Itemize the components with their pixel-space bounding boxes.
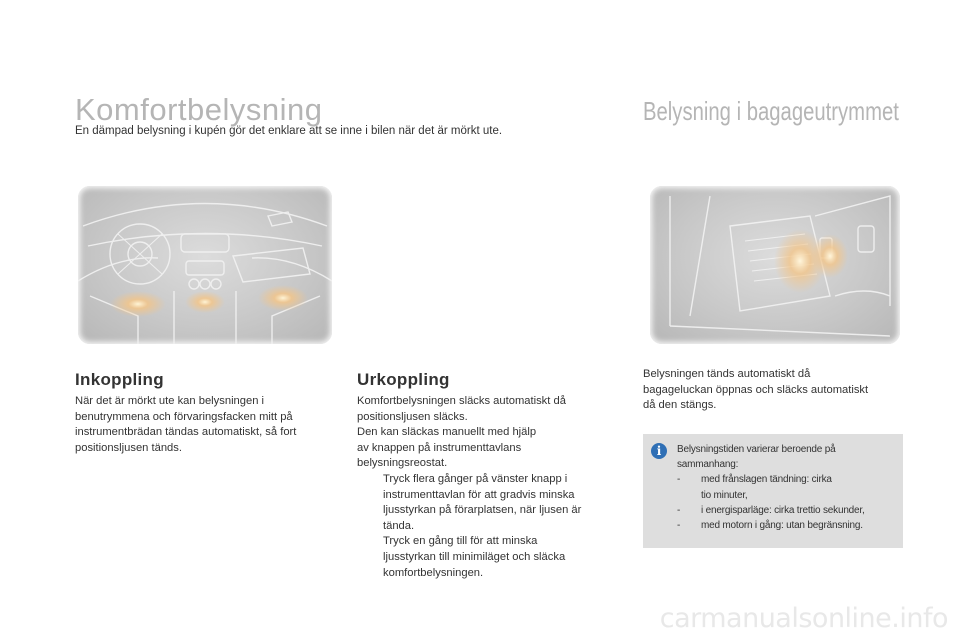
text-line: sammanhang:	[677, 459, 739, 471]
heading-urkoppling: Urkoppling	[357, 370, 450, 389]
dash-marker: -	[677, 474, 681, 486]
list-item	[677, 503, 899, 518]
info-box	[643, 434, 903, 548]
text-line: instrumenttavlan för att gradvis minska	[383, 488, 575, 501]
inkoppling-text	[75, 394, 335, 456]
intro-text: En dämpad belysning i kupén gör det enklare att se inne i bilen när det är mörkt ute.	[75, 125, 503, 137]
text-line: belysningsreostat.	[357, 457, 448, 470]
text-line: komfortbelysningen.	[383, 566, 484, 579]
text-line: Belysningstiden varierar beroende på	[677, 444, 836, 455]
list-item	[677, 518, 899, 533]
dashboard-illustration	[78, 186, 332, 344]
trunk-illustration	[650, 186, 900, 344]
text-line: bagageluckan öppnas och släcks automatiskt	[643, 383, 869, 396]
text-line: tända.	[383, 519, 415, 532]
heading-inkoppling: Inkoppling	[75, 370, 164, 389]
text-line: Komfortbelysningen släcks automatiskt då	[357, 395, 566, 407]
urkoppling-text	[357, 394, 622, 581]
list-item	[357, 472, 622, 534]
list-item	[677, 472, 899, 502]
bagage-text	[643, 367, 913, 414]
dash-marker: -	[677, 520, 681, 532]
watermark: carmanualsonline.info	[659, 603, 948, 634]
dash-marker: -	[677, 504, 681, 516]
text-line: då den stängs.	[643, 399, 717, 412]
text-line: med frånslagen tändning: cirka	[701, 474, 832, 486]
page-title: Komfortbelysning	[75, 92, 323, 127]
text-line: instrumentbrädan tändas automatiskt, så fort	[75, 426, 297, 439]
text-line: Tryck en gång till för att minska	[383, 535, 538, 548]
text-line: positionsljusen släcks.	[357, 410, 468, 423]
text-line: Belysningen tänds automatiskt då	[643, 368, 811, 380]
text-line: av knappen på instrumenttavlans	[357, 441, 522, 454]
text-line: benutrymmena och förvaringsfacken mitt på	[75, 410, 293, 423]
section-title-bagage: Belysning i bagageutrymmet	[643, 96, 899, 126]
text-line: med motorn i gång: utan begränsning.	[701, 520, 863, 532]
text-line: i energisparläge: cirka trettio sekunder,	[701, 504, 865, 516]
text-line: Den kan släckas manuellt med hjälp	[357, 426, 537, 439]
text-line: ljusstyrkan till minimiläget och släcka	[383, 550, 566, 563]
list-item	[357, 534, 622, 581]
text-line: När det är mörkt ute kan belysningen i	[75, 395, 265, 407]
info-icon: i	[651, 443, 667, 459]
text-line: positionsljusen tänds.	[75, 441, 182, 454]
text-line: Tryck flera gånger på vänster knapp i	[383, 472, 568, 485]
info-text	[677, 442, 899, 533]
text-line: ljusstyrkan på förarplatsen, när ljusen är	[383, 504, 582, 517]
text-line: tio minuter,	[701, 489, 748, 501]
